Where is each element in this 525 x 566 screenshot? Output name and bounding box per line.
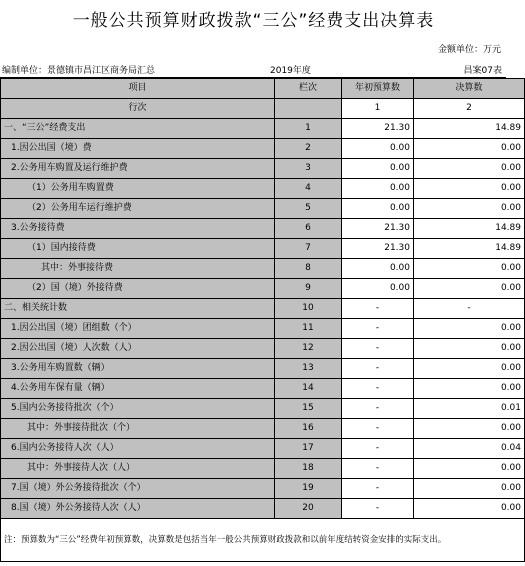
row-final-value: 0.00	[414, 159, 525, 179]
header-item: 项目	[1, 79, 275, 99]
row-item-label: 4.公务用车保有量（辆）	[1, 379, 275, 399]
note-row	[1, 519, 525, 562]
row-final-value: 0.00	[414, 259, 525, 279]
row-budget-value: 0.00	[342, 139, 414, 159]
row-item-label: 5.国内公务接待批次（个）	[1, 399, 275, 419]
row-item-label: 其中：外事接待费	[1, 259, 275, 279]
row-final-value: 0.01	[414, 399, 525, 419]
table-row	[1, 419, 525, 439]
row-budget-value: -	[342, 499, 414, 519]
row-budget-value: 21.30	[342, 219, 414, 239]
header-budget-idx: 1	[342, 99, 414, 119]
row-item-label: 6.国内公务接待人次（人）	[1, 439, 275, 459]
row-final-value: 0.00	[414, 479, 525, 499]
row-final-value: 0.00	[414, 459, 525, 479]
row-number: 13	[275, 359, 342, 379]
header-index-row	[1, 99, 525, 119]
row-budget-value: -	[342, 459, 414, 479]
expense-table	[0, 78, 525, 562]
row-number: 9	[275, 279, 342, 299]
row-number: 17	[275, 439, 342, 459]
row-item-label: 2.因公出国（境）人次数（人）	[1, 339, 275, 359]
header-empty	[275, 99, 342, 119]
row-item-label: 1.因公出国（境）团组数（个）	[1, 319, 275, 339]
table-row	[1, 279, 525, 299]
row-number: 18	[275, 459, 342, 479]
header-budget: 年初预算数	[342, 79, 414, 99]
row-final-value: 0.00	[414, 499, 525, 519]
row-budget-value: -	[342, 319, 414, 339]
org-label: 编制单位：景德镇市昌江区商务局汇总	[2, 66, 156, 76]
row-item-label: （2）公务用车运行维护费	[1, 199, 275, 219]
row-item-label: 2.公务用车购置及运行维护费	[1, 159, 275, 179]
table-row	[1, 179, 525, 199]
unit-label: 金额单位：万元	[437, 45, 501, 55]
header-final-idx: 2	[414, 99, 525, 119]
row-item-label: 7.国（境）外公务接待批次（个）	[1, 479, 275, 499]
row-number: 7	[275, 239, 342, 259]
row-final-value: 14.89	[414, 219, 525, 239]
table-row	[1, 499, 525, 519]
row-item-label: 其中：外事接待人次（人）	[1, 459, 275, 479]
row-number: 3	[275, 159, 342, 179]
row-final-value: 0.00	[414, 199, 525, 219]
row-final-value: 0.00	[414, 279, 525, 299]
table-row	[1, 359, 525, 379]
table-row	[1, 239, 525, 259]
row-budget-value: 0.00	[342, 179, 414, 199]
table-row	[1, 159, 525, 179]
row-budget-value: -	[342, 479, 414, 499]
row-budget-value: -	[342, 399, 414, 419]
row-number: 6	[275, 219, 342, 239]
table-row	[1, 459, 525, 479]
row-number: 10	[275, 299, 342, 319]
row-budget-value: -	[342, 419, 414, 439]
row-final-value: 14.89	[414, 239, 525, 259]
row-item-label: 二、相关统计数	[1, 299, 275, 319]
row-final-value: -	[414, 299, 525, 319]
footnote: 注：预算数为“三公”经费年初预算数，决算数是包括当年一般公共预算财政拨款和以前年度结转资金安排的实际支出。	[1, 519, 525, 562]
row-number: 5	[275, 199, 342, 219]
row-final-value: 14.89	[414, 119, 525, 139]
table-row	[1, 199, 525, 219]
table-row	[1, 259, 525, 279]
table-row	[1, 299, 525, 319]
year-label: 2019年度	[270, 66, 311, 76]
table-row	[1, 339, 525, 359]
row-number: 1	[275, 119, 342, 139]
row-budget-value: 0.00	[342, 259, 414, 279]
table-row	[1, 399, 525, 419]
row-number: 15	[275, 399, 342, 419]
row-budget-value: -	[342, 339, 414, 359]
row-item-label: 其中：外事接待批次（个）	[1, 419, 275, 439]
row-number: 16	[275, 419, 342, 439]
row-item-label: 1.因公出国（境）费	[1, 139, 275, 159]
row-item-label: 3.公务用车购置数（辆）	[1, 359, 275, 379]
row-item-label: 一、“三公”经费支出	[1, 119, 275, 139]
row-number: 14	[275, 379, 342, 399]
row-budget-value: 0.00	[342, 199, 414, 219]
table-row	[1, 139, 525, 159]
row-final-value: 0.00	[414, 359, 525, 379]
row-budget-value: 0.00	[342, 279, 414, 299]
row-item-label: （2）国（境）外接待费	[1, 279, 275, 299]
header-item-sub: 行次	[1, 99, 275, 119]
row-final-value: 0.00	[414, 319, 525, 339]
row-item-label: 8.国（境）外公务接待人次（人）	[1, 499, 275, 519]
row-number: 19	[275, 479, 342, 499]
table-row	[1, 119, 525, 139]
row-number: 2	[275, 139, 342, 159]
row-final-value: 0.04	[414, 439, 525, 459]
table-row	[1, 219, 525, 239]
row-budget-value: 21.30	[342, 119, 414, 139]
meta-row	[0, 60, 506, 78]
row-budget-value: -	[342, 299, 414, 319]
row-final-value: 0.00	[414, 339, 525, 359]
row-number: 11	[275, 319, 342, 339]
row-number: 4	[275, 179, 342, 199]
row-final-value: 0.00	[414, 179, 525, 199]
row-budget-value: -	[342, 439, 414, 459]
row-budget-value: 0.00	[342, 159, 414, 179]
row-number: 20	[275, 499, 342, 519]
header-row-no: 栏次	[275, 79, 342, 99]
table-row	[1, 379, 525, 399]
row-final-value: 0.00	[414, 379, 525, 399]
row-number: 8	[275, 259, 342, 279]
row-item-label: （1）公务用车购置费	[1, 179, 275, 199]
page-title: 一般公共预算财政拨款“三公”经费支出决算表	[72, 11, 435, 31]
row-final-value: 0.00	[414, 419, 525, 439]
row-number: 12	[275, 339, 342, 359]
table-row	[1, 439, 525, 459]
table-row	[1, 479, 525, 499]
header-final: 决算数	[414, 79, 525, 99]
row-budget-value: -	[342, 379, 414, 399]
form-number: 昌案07表	[463, 66, 502, 76]
table-row	[1, 319, 525, 339]
row-item-label: 3.公务接待费	[1, 219, 275, 239]
header-row	[1, 79, 525, 99]
row-budget-value: 21.30	[342, 239, 414, 259]
row-item-label: （1）国内接待费	[1, 239, 275, 259]
row-budget-value: -	[342, 359, 414, 379]
row-final-value: 0.00	[414, 139, 525, 159]
